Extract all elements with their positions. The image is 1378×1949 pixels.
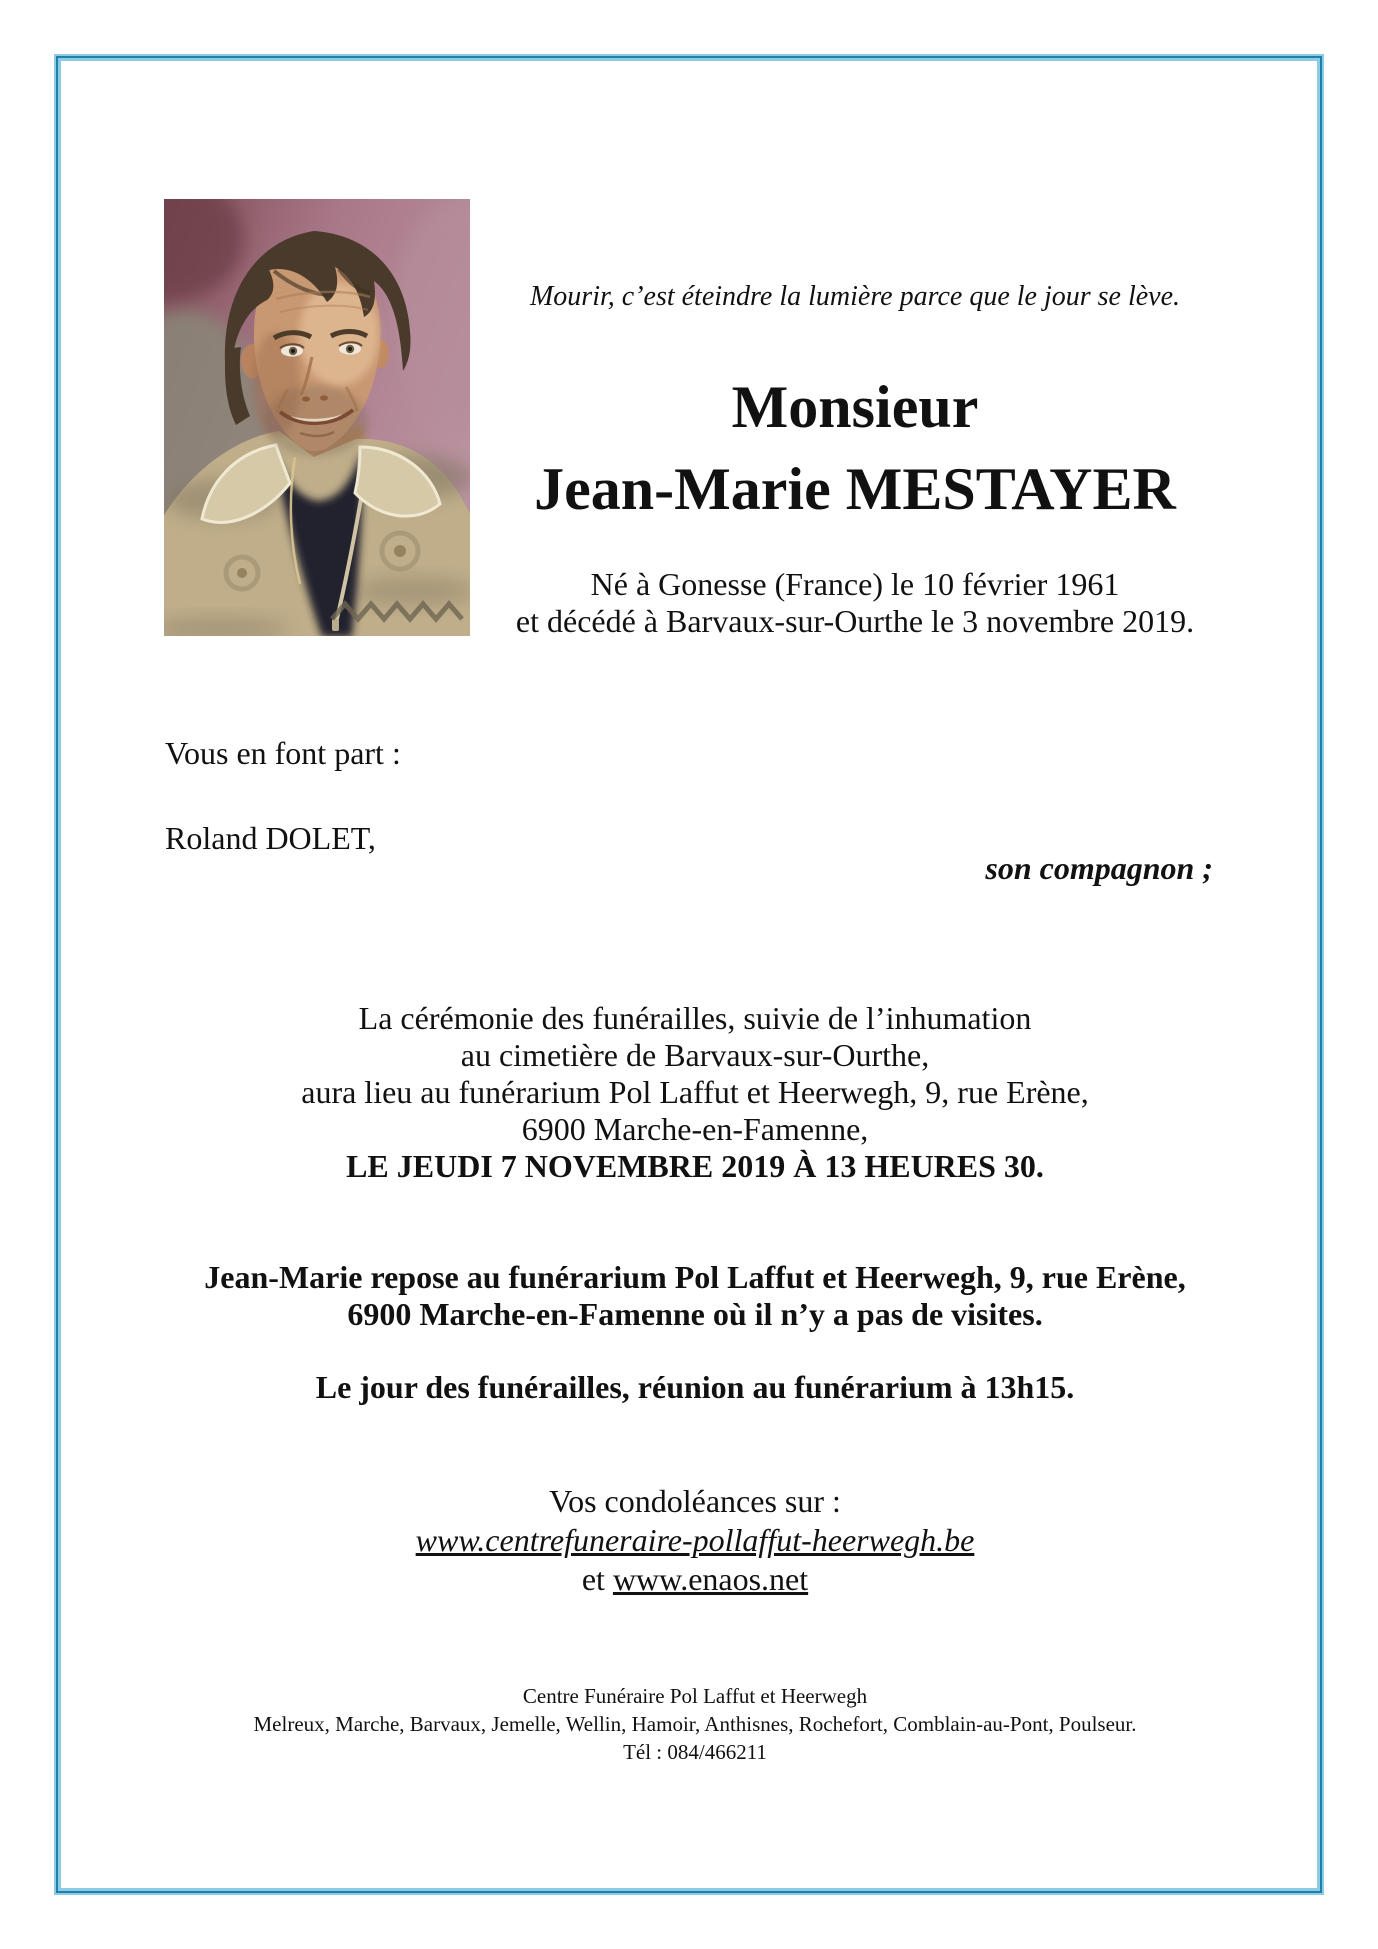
repose-details-block [65, 1259, 1325, 1333]
funeral-home-name: Centre Funéraire Pol Laffut et Heerwegh [522, 1684, 868, 1708]
condolences-link-prefix: et [581, 1561, 613, 1597]
memorial-quote: Mourir, c’est éteindre la lumière parce que le jour se lève. [529, 281, 1181, 312]
deceased-title: Monsieur [731, 374, 979, 440]
ceremony-line-4: 6900 Marche-en-Famenne, [521, 1111, 869, 1147]
deceased-title-block [470, 366, 1240, 530]
condolences-url-line-1 [65, 1521, 1325, 1560]
deceased-name: Jean-Marie MESTAYER [534, 456, 1176, 522]
portrait-photo [164, 199, 470, 636]
condolences-link-primary[interactable]: www.centrefuneraire-pollaffut-heerwegh.be [415, 1522, 975, 1558]
repose-line-2: 6900 Marche-en-Famenne où il n’y a pas de visites. [347, 1296, 1043, 1332]
portrait-photo-illustration [164, 199, 470, 636]
funeral-home-phone: Tél : 084/466211 [623, 1740, 767, 1764]
funeral-home-locations: Melreux, Marche, Barvaux, Jemelle, Wellin, Hamoir, Anthisnes, Rochefort, Comblain-au-Pont, Poulseur. [253, 1712, 1137, 1736]
condolences-intro: Vos condoléances sur : [549, 1483, 841, 1519]
condolences-url-line-2 [65, 1560, 1325, 1599]
condolences-link-secondary[interactable]: www.enaos.net [612, 1561, 809, 1597]
relative-relation: son compagnon ; [985, 850, 1213, 886]
ceremony-line-2: au cimetière de Barvaux-sur-Ourthe, [460, 1037, 930, 1073]
death-line: et décédé à Barvaux-sur-Ourthe le 3 novembre 2019. [515, 603, 1195, 639]
relative-name: Roland DOLET, [165, 820, 376, 856]
birth-line: Né à Gonesse (France) le 10 février 1961 [590, 566, 1120, 602]
funeral-meeting-line: Le jour des funérailles, réunion au funérarium à 13h15. [315, 1369, 1075, 1405]
ceremony-line-3: aura lieu au funérarium Pol Laffut et Heerwegh, 9, rue Erène, [301, 1074, 1089, 1110]
repose-line-1: Jean-Marie repose au funérarium Pol Laffut et Heerwegh, 9, rue Erène, [204, 1259, 1186, 1295]
life-dates-block [470, 566, 1240, 640]
condolences-block [65, 1482, 1325, 1599]
ceremony-date-line: LE JEUDI 7 NOVEMBRE 2019 À 13 HEURES 30. [346, 1148, 1044, 1184]
ceremony-details-block [65, 1000, 1325, 1185]
funeral-home-footer [65, 1682, 1325, 1766]
ceremony-line-1: La cérémonie des funérailles, suivie de l’inhumation [358, 1000, 1032, 1036]
announcement-intro: Vous en font part : [165, 735, 401, 771]
